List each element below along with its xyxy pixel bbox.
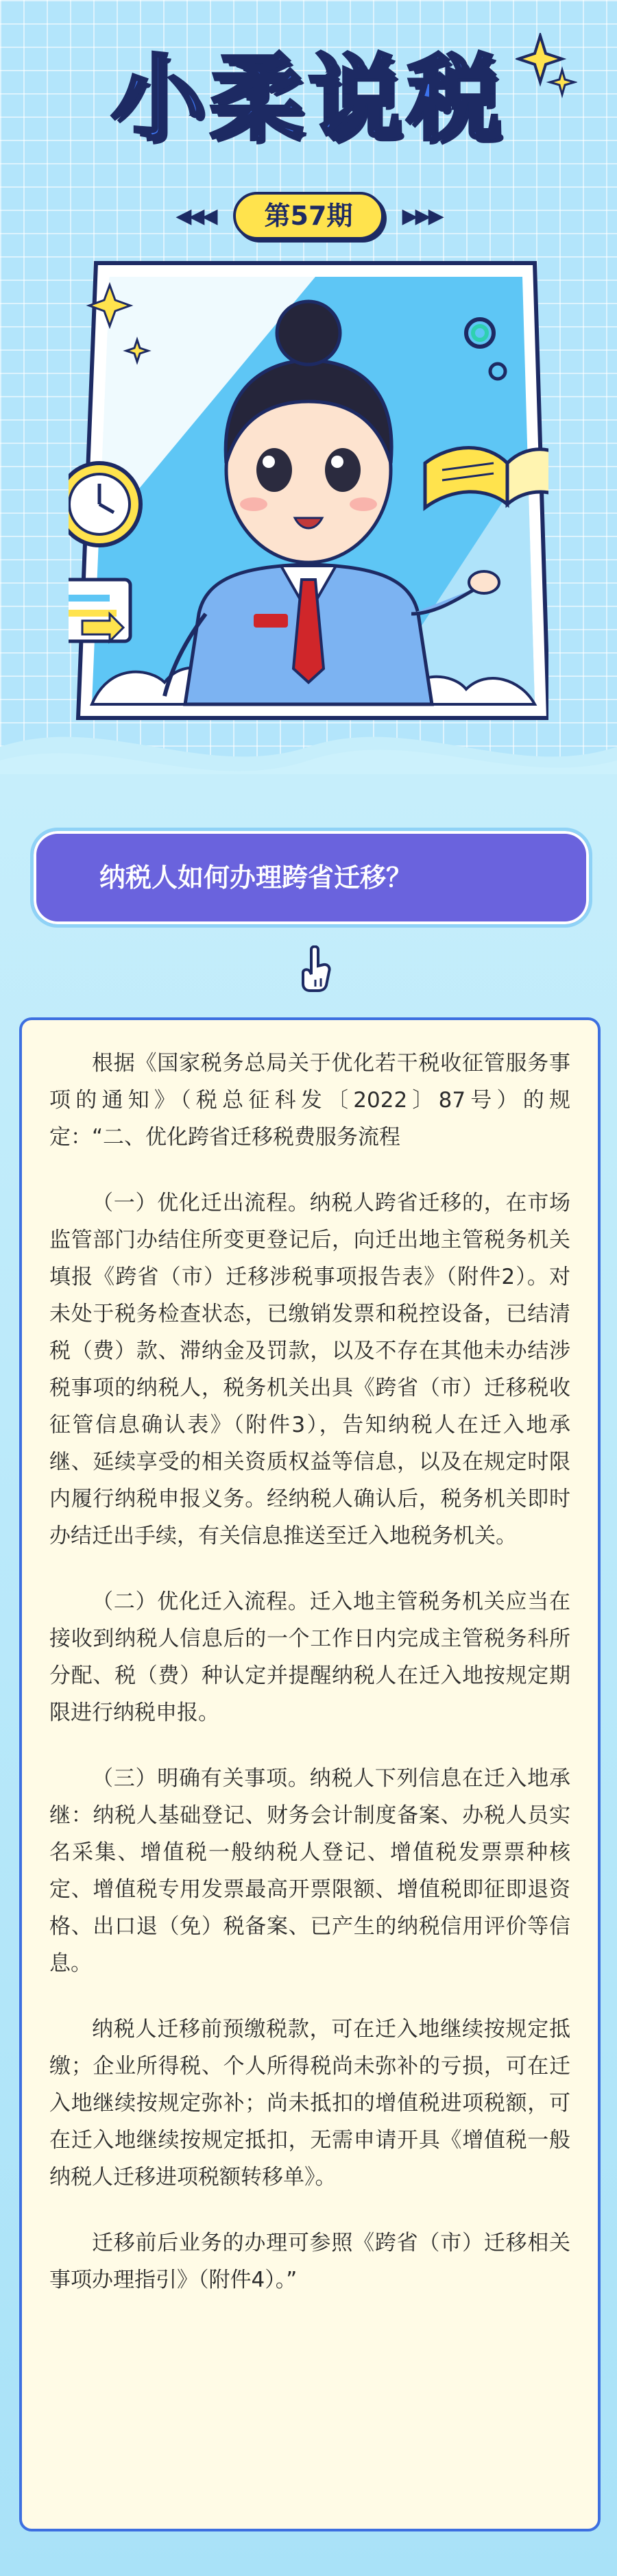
tax-officer-illustration (69, 258, 548, 723)
question-text: 纳税人如何办理跨省迁移？ (99, 863, 413, 893)
issue-badge: 第57期 (233, 192, 385, 240)
sparkle-icon (516, 33, 577, 101)
alarm-clock-icon (69, 463, 141, 545)
article-paragraph-5: 纳税人迁移前预缴税款，可在迁入地继续按规定抵缴；企业所得税、个人所得税尚未弥补的亏损，可在迁入地继续按规定弥补；尚未抵扣的增值税进项税额，可在迁入地继续按规定抵扣，无需申请开具《增值税一般纳税人迁移进项税额转移单》。 (49, 2017, 570, 2190)
left-arrows-icon: ◀◀◀ (176, 203, 215, 228)
article-paragraph-1: 根据《国家税务总局关于优化若干税收征管服务事项的通知》（税总征科发〔2022〕87号）的规定：“二、优化跨省迁移税费服务流程 (49, 1051, 570, 1150)
issue-row (0, 190, 617, 241)
article-paragraph-6: 迁移前后业务的办理可参照《跨省（市）迁移相关事项办理指引》（附件4）。” (49, 2231, 570, 2292)
question-banner (30, 828, 592, 928)
article-paragraph-4: （三）明确有关事项。纳税人下列信息在迁入地承继：纳税人基础登记、财务会计制度备案、办税人员实名采集、增值税一般纳税人登记、增值税发票票种核定、增值税专用发票最高开票限额、增值税即征即退资格、出口退（免）税备案、已产生的纳税信用评价等信息。 (49, 1766, 570, 1976)
pointing-hand-icon (295, 945, 336, 993)
article-paragraph-2: （一）优化迁出流程。纳税人跨省迁移的，在市场监管部门办结住所变更登记后，向迁出地主管税务机关填报《跨省（市）迁移涉税事项报告表》（附件2）。对未处于税务检查状态，已缴销发票和税控设备，已结清税（费）款、滞纳金及罚款，以及不存在其他未办结涉税事项的纳税人，税务机关出具《跨省（市）迁移税收征管信息确认表》（附件3），告知纳税人在迁入地承继、延续享受的相关资质权益等信息，以及在规定时限内履行纳税申报义务。经纳税人确认后，税务机关即时办结迁出手续，有关信息推送至迁入地税务机关。 (49, 1191, 570, 1548)
article-card (19, 1017, 601, 2531)
article-paragraph-3: （二）优化迁入流程。迁入地主管税务机关应当在接收到纳税人信息后的一个工作日内完成主管税务科所分配、税（费）种认定并提醒纳税人在迁入地按规定期限进行纳税申报。 (49, 1589, 570, 1725)
page-title-text: 小柔说税 (111, 45, 506, 153)
document-icon (69, 580, 130, 641)
right-arrows-icon: ▶▶▶ (402, 203, 441, 228)
